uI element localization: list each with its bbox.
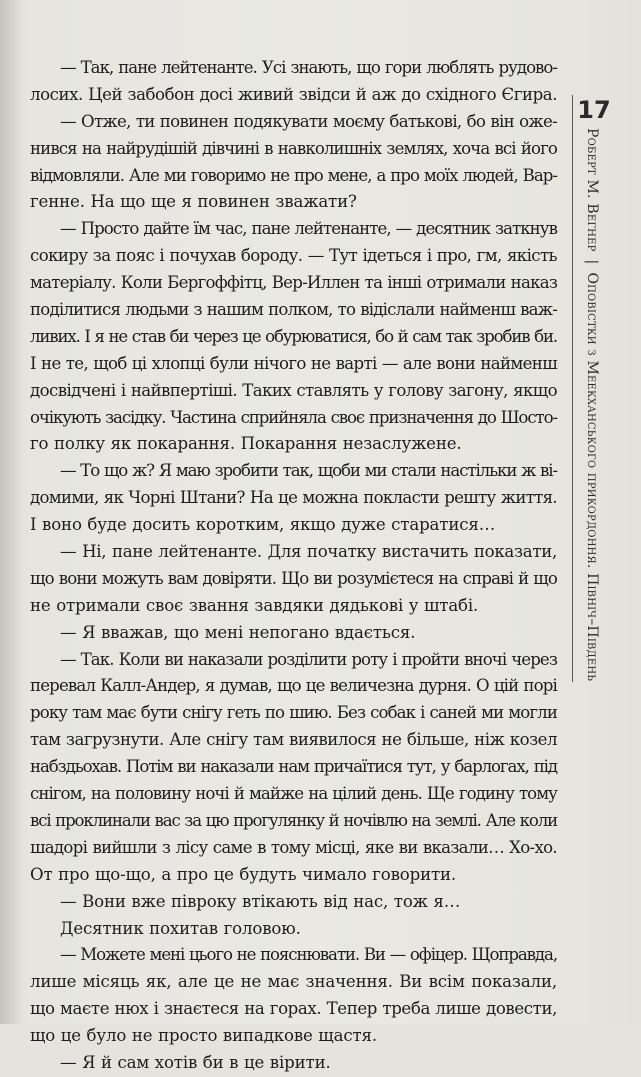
text-line: — Просто дайте їм час, пане лейтенанте, — десятник заткнув	[60, 219, 557, 239]
text-line: — Я й сам хотів би в це вірити.	[60, 1052, 331, 1072]
text-line: снігом, на половину ночі й майже на цілий день. Ще годину тому	[30, 784, 557, 804]
text-line: набздьохав. Потім ви наказали нам причаїтися тут, у барлогах, під	[30, 757, 557, 777]
running-head-separator: |	[584, 259, 600, 265]
text-line: — То що ж? Я маю зробити так, щоби ми стали настільки ж ві-	[60, 461, 557, 481]
text-line: очікують засідку. Частина сприйняла своє призначення до Шосто-	[30, 407, 557, 427]
body-text	[30, 55, 557, 1077]
text-line: — Можете мені цього не пояснювати. Ви — офіцер. Щоправда,	[60, 945, 557, 965]
running-head-series: Оповістки з Меекханського прикордоння. Північ–Південь	[584, 272, 600, 682]
text-line: Десятник похитав головою.	[60, 918, 301, 938]
text-line: року там має бути снігу геть по шию. Без собак і саней ми могли	[30, 703, 557, 723]
text-line: матеріалу. Коли Бергоффітц, Вер-Иллен та інші отримали наказ	[30, 273, 558, 293]
text-line: І не те, щоб ці хлопці були нічого не варті — але вони найменш	[30, 353, 557, 373]
margin-rule	[572, 95, 573, 682]
text-line: І воно буде досить коротким, якщо дуже старатися…	[30, 515, 496, 535]
running-head	[582, 128, 602, 688]
text-line: — Я вважав, що мені непогано вдається.	[60, 622, 416, 642]
text-line: що вони можуть вам довіряти. Що ви розумієтеся на справі й що	[30, 568, 557, 588]
text-line: сокиру за пояс і почухав бороду. — Тут ідеться і про, гм, якість	[30, 246, 557, 266]
text-line: перевал Калл-Андер, я думав, що це величезна дурня. О цій порі	[30, 676, 557, 696]
text-line: — Вони вже півроку втікають від нас, тож я…	[60, 891, 461, 911]
text-line: ливих. І я не став би через це обурюватися, бо й сам так зробив би.	[30, 326, 557, 346]
text-line: відмовляли. Але ми говоримо не про мене, а про моїх людей, Вар-	[30, 165, 557, 185]
text-line: — Так. Коли ви наказали розділити роту і пройти вночі через	[60, 649, 557, 669]
text-line: — Ні, пане лейтенанте. Для початку вистачить показати,	[60, 542, 557, 562]
page-number: 17	[577, 96, 611, 124]
text-line: шадорі вийшли з лісу саме в тому місці, яке ви вказали… Хо-хо.	[30, 837, 557, 857]
running-head-author: Роберт М. Вегнер	[584, 128, 600, 252]
text-line: генне. На що ще я повинен зважати?	[30, 192, 357, 212]
text-line: що це було не просто випадкове щастя.	[30, 1026, 377, 1046]
text-line: поділитися людьми з нашим полком, то відіслали найменш важ-	[30, 300, 557, 320]
text-line: лише місяць як, але це не має значення. Ви всім показали,	[30, 972, 557, 992]
text-line: — Так, пане лейтенанте. Усі знають, що гори люблять рудово-	[60, 58, 557, 77]
text-line: домими, як Чорні Штани? На це можна покласти решту життя.	[30, 488, 557, 508]
binding-shadow	[0, 0, 22, 1024]
text-line: там загрузнути. Але снігу там виявилося не більше, ніж козел	[30, 730, 557, 750]
text-line: нився на найрудішій дівчині в навколишніх землях, хоча всі його	[30, 138, 557, 158]
text-line: що маєте нюх і знаєтеся на горах. Тепер треба лише довести,	[30, 999, 557, 1019]
text-line: всі проклинали вас за цю прогулянку й ночівлю на землі. Але коли	[30, 810, 557, 830]
text-line: досвідчені і найвпертіші. Таких ставлять у голову загону, якщо	[30, 380, 557, 400]
text-line: От про що-що, а про це будуть чимало говорити.	[30, 864, 457, 884]
text-line: го полку як покарання. Покарання незаслужене.	[30, 434, 462, 454]
text-line: лосих. Цей забобон досі живий звідси й аж до східного Єгира.	[30, 84, 558, 104]
text-line: не отримали своє звання завдяки дядькові у штабі.	[30, 595, 479, 615]
text-line: — Отже, ти повинен подякувати моєму батькові, бо він оже-	[60, 111, 557, 131]
